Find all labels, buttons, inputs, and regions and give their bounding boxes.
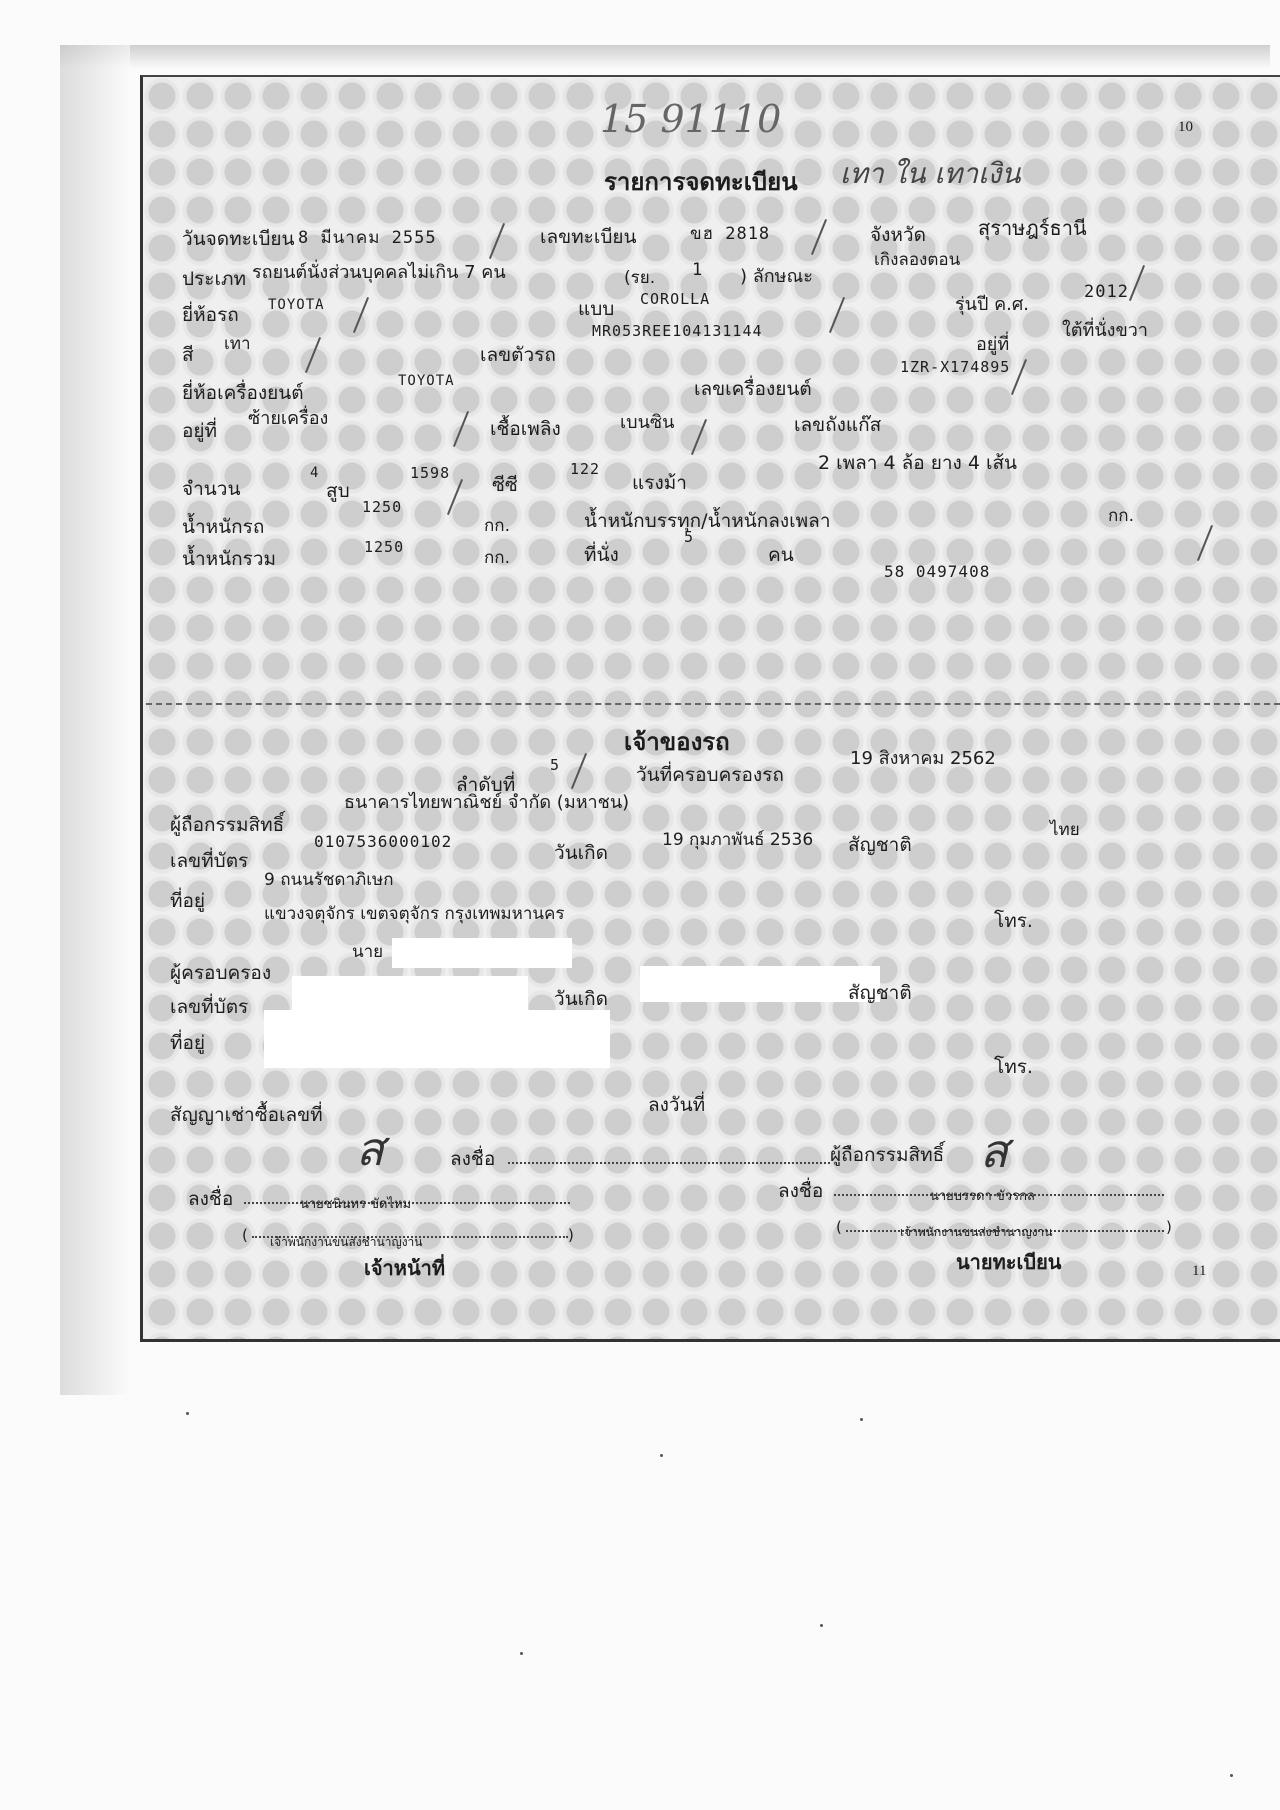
- weight-unit: กก.: [484, 516, 510, 536]
- hp-value: 122: [570, 460, 601, 478]
- gross-label: น้ำหนักรวม: [182, 548, 277, 570]
- engine-no-value: 1ZR-X174895: [900, 358, 1011, 376]
- birth-label: วันเกิด: [554, 842, 608, 864]
- nation2-label: สัญชาติ: [848, 982, 912, 1004]
- phone-label: โทร.: [994, 910, 1033, 932]
- id2-label: เลขที่บัตร: [170, 996, 249, 1018]
- count-label: จำนวน: [182, 478, 241, 500]
- year-label: รุ่นปี ค.ศ.: [955, 294, 1030, 315]
- reg-date-value: 8 มีนาคม 2555: [298, 228, 437, 248]
- plate-label: เลขทะเบียน: [540, 226, 637, 248]
- scan-speck: [660, 1454, 663, 1457]
- address-line2: แขวงจตุจักร เขตจตุจักร กรุงเทพมหานคร: [264, 904, 565, 924]
- occupant-value: นาย: [352, 942, 384, 962]
- year-value: 2012: [1084, 282, 1129, 302]
- brand-label: ยี่ห้อรถ: [182, 304, 239, 326]
- signature-line: [508, 1162, 830, 1164]
- birth2-label: วันเกิด: [554, 988, 608, 1010]
- right-sign-label: ลงชื่อ: [778, 1180, 824, 1202]
- gross-value: 1250: [364, 538, 405, 556]
- redaction-address2: [264, 1010, 610, 1068]
- scan-shadow-top: [60, 45, 1270, 69]
- rs-close: ) ลักษณะ: [740, 266, 813, 287]
- scan-speck: [186, 1412, 189, 1415]
- reg-date-label: วันจดทะเบียน: [182, 228, 295, 250]
- nation-label: สัญชาติ: [848, 834, 912, 856]
- address2-label: ที่อยู่: [170, 1032, 206, 1054]
- redaction-birth2: [640, 966, 880, 1002]
- color-value: เทา: [224, 334, 251, 354]
- chassis-label: เลขตัวรถ: [480, 344, 556, 366]
- type-value: รถยนต์นั่งส่วนบุคคลไม่เกิน 7 คน: [252, 262, 506, 283]
- engine-brand-value: TOYOTA: [398, 373, 455, 389]
- engine-loc-value: ซ้ายเครื่อง: [248, 408, 329, 429]
- load-unit: กก.: [1108, 506, 1134, 526]
- gross-unit: กก.: [484, 548, 510, 568]
- redaction-occupant: [392, 938, 572, 968]
- brand-value: TOYOTA: [268, 297, 325, 313]
- possess-value: 19 สิงหาคม 2562: [850, 748, 996, 769]
- cc-value: 1598: [410, 464, 451, 482]
- rs-label: (รย.: [624, 268, 656, 288]
- plate-value: ขฮ 2818: [690, 224, 771, 244]
- redaction-id2: [292, 976, 528, 1010]
- occupant-label: ผู้ครอบครอง: [170, 962, 272, 984]
- id-value: 0107536000102: [314, 832, 453, 851]
- scan-speck: [1230, 1774, 1233, 1777]
- cylinders-label: สูบ: [326, 480, 350, 502]
- nation-value: ไทย: [1050, 820, 1080, 840]
- province-value: สุราษฎร์ธานี: [978, 216, 1087, 240]
- order-label: ลำดับที่: [456, 774, 516, 796]
- contract-date-label: ลงวันที่: [648, 1094, 706, 1116]
- handwritten-note: เทา ใน เทาเงิน: [840, 157, 1021, 190]
- chassis-value: MR053REE104131144: [592, 322, 763, 340]
- sign-label: ลงชื่อ: [450, 1148, 496, 1170]
- scan-speck: [520, 1652, 523, 1655]
- page-number-bottom: 11: [1192, 1263, 1207, 1279]
- chassis-loc-label: อยู่ที่: [976, 334, 1010, 355]
- section-divider: [146, 703, 1280, 705]
- engine-brand-label: ยี่ห้อเครื่องยนต์: [182, 382, 304, 404]
- serial-number: 58 0497408: [884, 562, 991, 581]
- scan-speck: [820, 1624, 823, 1627]
- gas-tank-label: เลขถังแก๊ส: [794, 414, 882, 436]
- engine-no-label: เลขเครื่องยนต์: [694, 378, 812, 400]
- address-line1: 9 ถนนรัชดาภิเษก: [264, 870, 394, 890]
- possess-label: วันที่ครอบครองรถ: [636, 764, 784, 786]
- left-role: เจ้าหน้าที่: [364, 1256, 446, 1280]
- fuel-label: เชื้อเพลิง: [490, 418, 561, 440]
- engine-loc-label: อยู่ที่: [182, 420, 218, 442]
- rs-value: 1: [692, 260, 704, 280]
- id-label: เลขที่บัตร: [170, 850, 249, 872]
- left-title-stamp: เจ้าพนักงานขนส่งชำนาญงาน: [270, 1235, 423, 1249]
- color-label: สี: [182, 344, 194, 366]
- chassis-loc-value: ใต้ที่นั่งขวา: [1062, 320, 1148, 341]
- contract-label: สัญญาเช่าซื้อเลขที่: [170, 1104, 323, 1126]
- province-sub: เกิงลองตอน: [874, 250, 961, 270]
- birth-value: 19 กุมภาพันธ์ 2536: [662, 830, 814, 850]
- order-value: 5: [550, 756, 561, 774]
- holder-label: ผู้ถือกรรมสิทธิ์: [170, 814, 285, 836]
- signature-mark-right: ส: [980, 1124, 1009, 1178]
- left-signer-name: นายชนินทร ขัดไหม: [300, 1197, 412, 1212]
- handwritten-number: 15 91110: [600, 97, 782, 141]
- right-signer-name: นายบรรดา ขัวรกล: [930, 1189, 1035, 1204]
- model-value: COROLLA: [640, 290, 711, 308]
- type-label: ประเภท: [182, 268, 247, 290]
- cylinders-value: 4: [310, 465, 320, 481]
- province-label: จังหวัด: [870, 224, 926, 246]
- scan-speck: [860, 1418, 863, 1421]
- weight-value: 1250: [362, 498, 403, 516]
- holder-value: ธนาคารไทยพาณิชย์ จำกัด (มหาชน): [344, 792, 630, 813]
- right-title-stamp: เจ้าพนักงานขนส่งชำนาญงาน: [900, 1225, 1053, 1239]
- axle-text: 2 เพลา 4 ล้อ ยาง 4 เส้น: [818, 452, 1018, 474]
- registration-title: รายการจดทะเบียน: [604, 168, 798, 196]
- right-role: นายทะเบียน: [956, 1250, 1062, 1274]
- model-label: แบบ: [578, 298, 615, 320]
- seats-label: ที่นั่ง: [584, 544, 619, 566]
- address-label: ที่อยู่: [170, 890, 206, 912]
- load-label: น้ำหนักบรรทุก/น้ำหนักลงเพลา: [584, 510, 831, 532]
- cc-label: ซีซี: [492, 474, 518, 496]
- signature-mark-left: ส: [356, 1122, 385, 1176]
- weight-label: น้ำหนักรถ: [182, 516, 265, 538]
- phone2-label: โทร.: [994, 1056, 1033, 1078]
- scan-shadow-left: [60, 45, 130, 1395]
- holder-sign-label: ผู้ถือกรรมสิทธิ์: [830, 1144, 945, 1166]
- seats-unit: คน: [768, 544, 794, 566]
- hp-label: แรงม้า: [632, 472, 687, 494]
- seats-value: 5: [684, 528, 695, 546]
- left-sign-label: ลงชื่อ: [188, 1188, 234, 1210]
- owner-title: เจ้าของรถ: [624, 728, 730, 756]
- page-number-top: 10: [1178, 119, 1193, 135]
- fuel-value: เบนซิน: [620, 412, 675, 433]
